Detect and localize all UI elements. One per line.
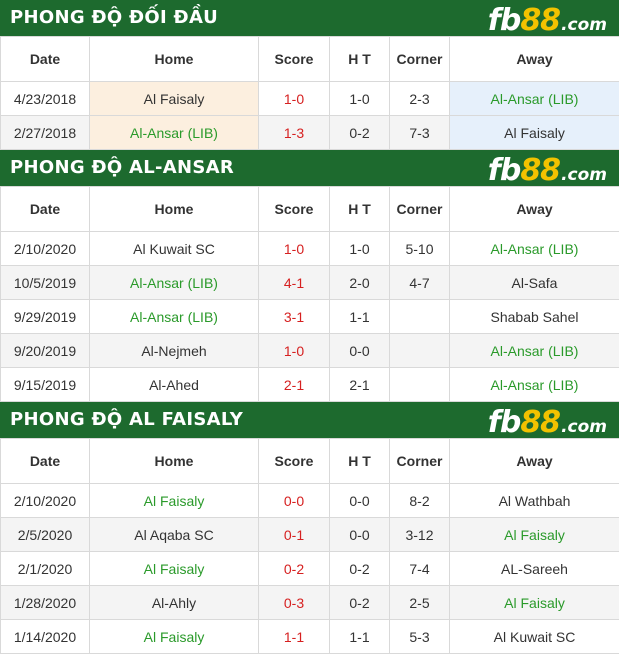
match-date: 2/10/2020	[1, 232, 90, 266]
match-score: 0-0	[259, 484, 330, 518]
half-time-score: 0-2	[330, 552, 390, 586]
match-date: 2/1/2020	[1, 552, 90, 586]
corner-count: 3-12	[390, 518, 450, 552]
table-row	[1, 232, 619, 266]
table-row	[1, 266, 619, 300]
table-row	[1, 334, 619, 368]
away-team: Al Faisaly	[450, 586, 619, 620]
header-home: Home	[90, 439, 259, 484]
away-team: Al Wathbah	[450, 484, 619, 518]
away-team: Al-Ansar (LIB)	[450, 232, 619, 266]
match-score: 1-3	[259, 116, 330, 150]
match-date: 9/20/2019	[1, 334, 90, 368]
corner-count: 4-7	[390, 266, 450, 300]
half-time-score: 1-1	[330, 300, 390, 334]
home-team: Al-Ansar (LIB)	[90, 300, 259, 334]
table-row	[1, 116, 619, 150]
header-away: Away	[450, 439, 619, 484]
half-time-score: 2-0	[330, 266, 390, 300]
match-date: 4/23/2018	[1, 82, 90, 116]
al-faisaly-section	[0, 402, 619, 654]
al-ansar-section	[0, 150, 619, 402]
home-team: Al-Ahed	[90, 368, 259, 402]
away-team: Al-Safa	[450, 266, 619, 300]
section-banner	[0, 150, 619, 186]
match-date: 1/28/2020	[1, 586, 90, 620]
corner-count: 8-2	[390, 484, 450, 518]
half-time-score: 1-0	[330, 232, 390, 266]
half-time-score: 1-0	[330, 82, 390, 116]
match-date: 2/10/2020	[1, 484, 90, 518]
section-title: PHONG ĐỘ AL-ANSAR	[10, 157, 235, 178]
header-corner: Corner	[390, 187, 450, 232]
header-score: Score	[259, 439, 330, 484]
match-score: 2-1	[259, 368, 330, 402]
half-time-score: 0-0	[330, 518, 390, 552]
fb88-logo: fb 88 .com	[487, 3, 607, 38]
corner-count: 2-3	[390, 82, 450, 116]
home-team: Al Faisaly	[90, 620, 259, 654]
header-date: Date	[1, 37, 90, 82]
header-home: Home	[90, 37, 259, 82]
header-score: Score	[259, 37, 330, 82]
match-score: 0-1	[259, 518, 330, 552]
table-header-row	[1, 187, 619, 232]
home-team: Al-Ansar (LIB)	[90, 266, 259, 300]
match-score: 4-1	[259, 266, 330, 300]
table-row	[1, 484, 619, 518]
match-score: 0-2	[259, 552, 330, 586]
home-team: Al Kuwait SC	[90, 232, 259, 266]
table-row	[1, 368, 619, 402]
header-corner: Corner	[390, 37, 450, 82]
corner-count: 7-3	[390, 116, 450, 150]
home-team: Al-Ahly	[90, 586, 259, 620]
home-team: Al Faisaly	[90, 552, 259, 586]
corner-count: 7-4	[390, 552, 450, 586]
section-title: PHONG ĐỘ ĐỐI ĐẦU	[10, 7, 219, 28]
match-score: 1-0	[259, 82, 330, 116]
match-date: 10/5/2019	[1, 266, 90, 300]
table-row	[1, 300, 619, 334]
header-home: Home	[90, 187, 259, 232]
half-time-score: 2-1	[330, 368, 390, 402]
header-corner: Corner	[390, 439, 450, 484]
table-row	[1, 552, 619, 586]
away-team: Al Faisaly	[450, 518, 619, 552]
away-team: Shabab Sahel	[450, 300, 619, 334]
half-time-score: 0-0	[330, 334, 390, 368]
match-date: 1/14/2020	[1, 620, 90, 654]
fb88-logo: fb 88 .com	[487, 405, 607, 440]
away-team: Al Kuwait SC	[450, 620, 619, 654]
h2h-table	[0, 36, 619, 150]
al-faisaly-table	[0, 438, 619, 654]
header-ht: H T	[330, 439, 390, 484]
corner-count: 5-10	[390, 232, 450, 266]
match-date: 2/27/2018	[1, 116, 90, 150]
away-team: Al-Ansar (LIB)	[450, 82, 619, 116]
match-score: 1-0	[259, 232, 330, 266]
home-team: Al-Nejmeh	[90, 334, 259, 368]
home-team: Al-Ansar (LIB)	[90, 116, 259, 150]
match-score: 0-3	[259, 586, 330, 620]
table-row	[1, 586, 619, 620]
corner-count	[390, 334, 450, 368]
header-ht: H T	[330, 187, 390, 232]
half-time-score: 0-2	[330, 116, 390, 150]
table-row	[1, 82, 619, 116]
corner-count	[390, 300, 450, 334]
match-date: 9/15/2019	[1, 368, 90, 402]
table-header-row	[1, 439, 619, 484]
away-team: Al-Ansar (LIB)	[450, 334, 619, 368]
header-ht: H T	[330, 37, 390, 82]
table-row	[1, 518, 619, 552]
half-time-score: 0-2	[330, 586, 390, 620]
header-date: Date	[1, 187, 90, 232]
fb88-logo: fb 88 .com	[487, 153, 607, 188]
match-date: 2/5/2020	[1, 518, 90, 552]
home-team: Al Aqaba SC	[90, 518, 259, 552]
section-title: PHONG ĐỘ AL FAISALY	[10, 409, 244, 430]
h2h-section	[0, 0, 619, 150]
section-banner	[0, 402, 619, 438]
home-team: Al Faisaly	[90, 82, 259, 116]
header-score: Score	[259, 187, 330, 232]
section-banner	[0, 0, 619, 36]
table-header-row	[1, 37, 619, 82]
header-date: Date	[1, 439, 90, 484]
away-team: Al-Ansar (LIB)	[450, 368, 619, 402]
table-row	[1, 620, 619, 654]
header-away: Away	[450, 37, 619, 82]
match-score: 1-1	[259, 620, 330, 654]
corner-count: 2-5	[390, 586, 450, 620]
match-score: 3-1	[259, 300, 330, 334]
al-ansar-table	[0, 186, 619, 402]
half-time-score: 0-0	[330, 484, 390, 518]
home-team: Al Faisaly	[90, 484, 259, 518]
header-away: Away	[450, 187, 619, 232]
corner-count	[390, 368, 450, 402]
corner-count: 5-3	[390, 620, 450, 654]
match-date: 9/29/2019	[1, 300, 90, 334]
match-score: 1-0	[259, 334, 330, 368]
away-team: AL-Sareeh	[450, 552, 619, 586]
away-team: Al Faisaly	[450, 116, 619, 150]
half-time-score: 1-1	[330, 620, 390, 654]
